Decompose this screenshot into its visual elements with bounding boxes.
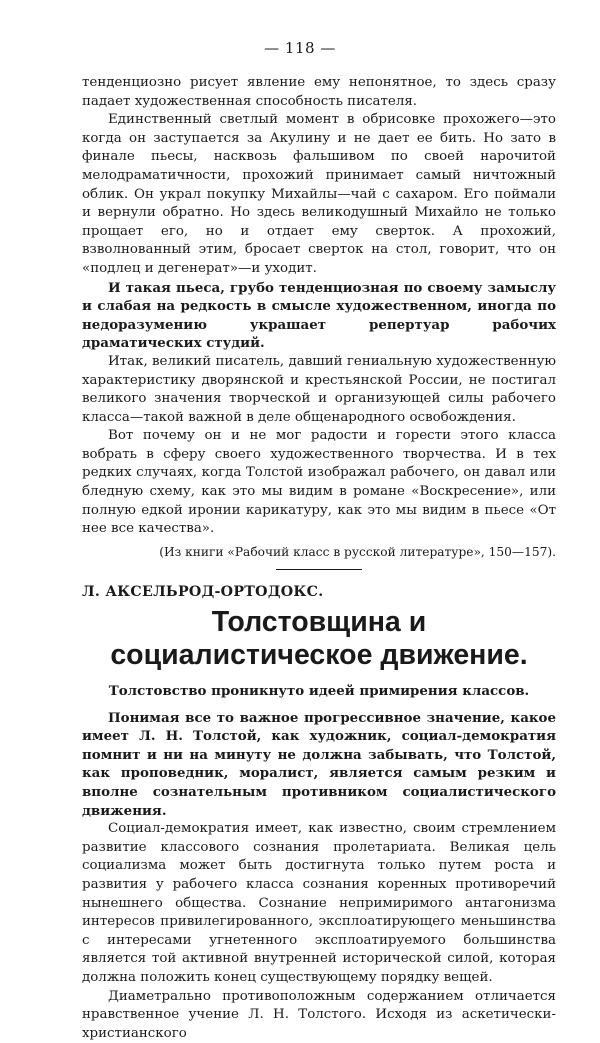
paragraph: Диаметрально противоположным содержанием отличается нравственное учение Л. Н. Толстого. Исходя из аскетически-христианского xyxy=(82,988,556,1041)
paragraph: Итак, великий писатель, давший гениальную художественную характеристику дворянской и крестьянской России, не постигал великого значения творческой и организующей силы рабочего класса—такой важной в деле общенародного освобождения. xyxy=(82,353,556,425)
paragraph: тенденциозно рисует явление ему непонятное, то здесь сразу падает художественная способность писателя. xyxy=(82,75,556,109)
page-body xyxy=(82,74,556,1043)
paragraph-bold: И такая пьеса, грубо тенденциозная по своему замыслу и слабая на редкость в смысле художественном, иногда по недоразумению украшает репертуар рабочих драматических студий. xyxy=(82,279,556,352)
paragraph: Вот почему он и не мог радости и горести этого класса вобрать в сферу своего художественного творчества. И в тех редких случаях, когда Толстой изображал рабочего, он давал или бледную схему, как это мы видим в романе «Воскресение», или полную едкой иронии карикатуру, как это мы видим в пьесе «От нее все качества». xyxy=(82,428,556,537)
page-number: — 118 — xyxy=(264,39,336,57)
author-name: Л. АКСЕЛЬРОД-ОРТОДОКС. xyxy=(82,584,324,601)
paragraph-bold: Понимая все то важное прогрессивное значение, какое имеет Л. Н. Толстой, как художник, социал-демократия помнит и ни на минуту не должна забывать, что Толстой, как проповедник, моралист, является самым резким и вполне сознательным противником социалистического движения. xyxy=(82,709,556,819)
section-divider xyxy=(276,569,362,570)
source-citation: (Из книги «Рабочий класс в русской литературе», 150—157). xyxy=(159,544,556,559)
article-subtitle: Толстовство проникнуто идеей примирения классов. xyxy=(108,683,530,700)
paragraph: Социал-демократия имеет, как известно, своим стремлением развитие классового сознания пролетариата. Великая цель социализма может быть достигнута только путем роста и развития у рабочего класса сознания коренных противоречий нынешнего общества. Сознание непримиримого антагонизма интересов привилегированного, эксплоатирующего меньшинства с интересами угнетенного эксплоатируемого большинства является той активной внутренней исторической силой, которая должна положить конец существующему порядку вещей. xyxy=(82,821,556,985)
article-title: Толстовщина и социалистическое движение. xyxy=(110,606,528,672)
paragraph: Единственный светлый момент в обрисовке прохожего—это когда он заступается за Акулину и не дает ее бить. Но зато в финале пьесы, насквозь фальшивом по своей нарочитой мелодраматичности, прохожий принимает самый ничтожный облик. Он украл покупку Михайлы—чай с сахаром. Его поймали и вернули обратно. Но здесь великодушный Михайло не только прощает его, но и отдает ему сверток. А прохожий, взволнованный этим, бросает сверток на стол, говорит, что он «подлец и дегенерат»—и уходит. xyxy=(82,112,556,276)
